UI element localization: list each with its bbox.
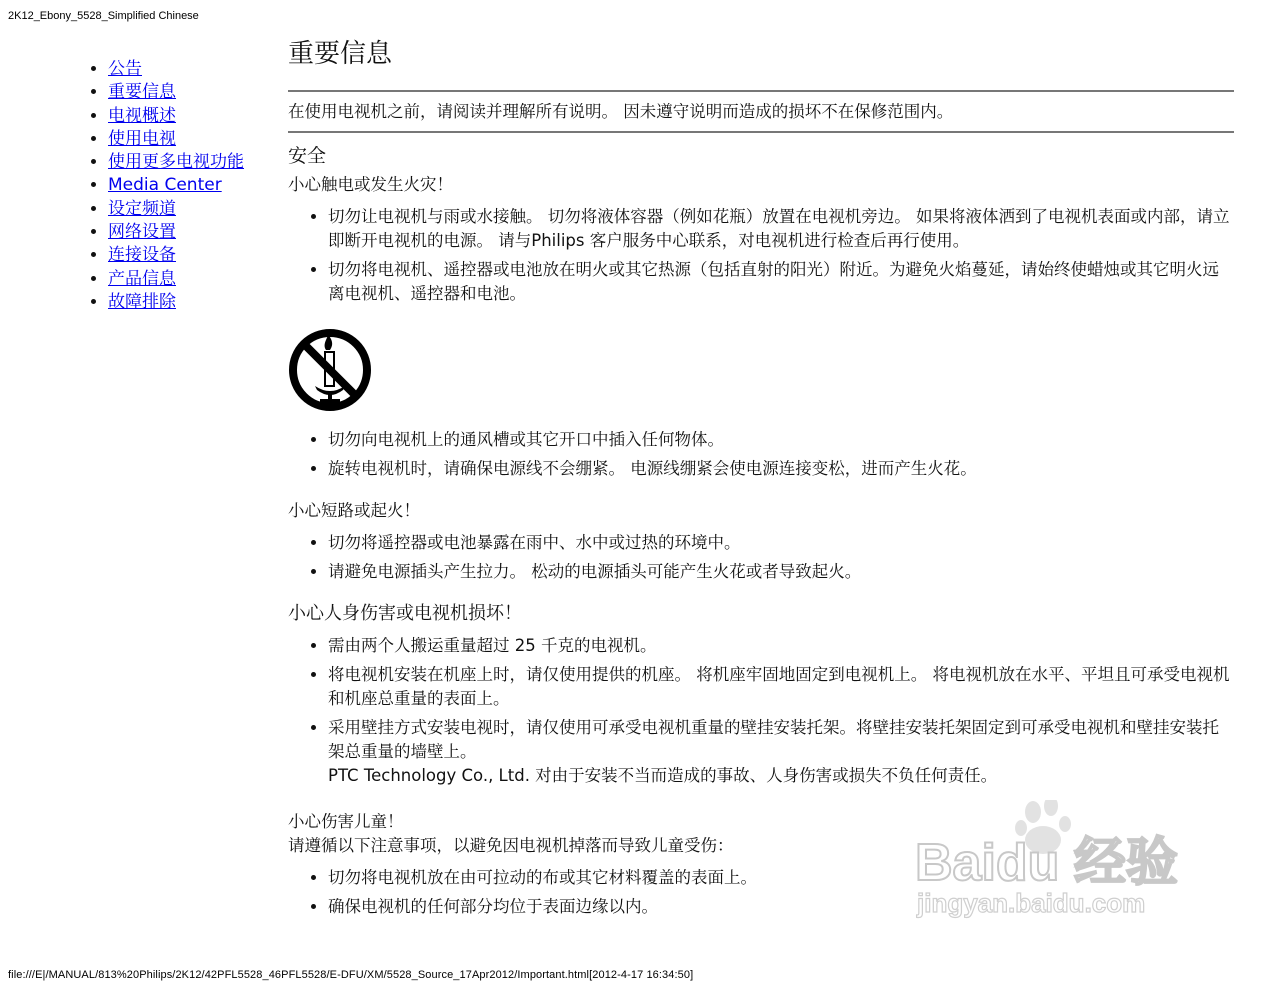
main-content	[288, 36, 1234, 924]
fire-warning-list	[288, 205, 1234, 306]
page-title: 重要信息	[288, 39, 393, 69]
warning-heading-short-circuit: 小心短路或起火！	[288, 501, 420, 520]
warning-heading-injury: 小心人身伤害或电视机损坏！	[288, 603, 522, 624]
list-item: • 切勿向电视机上的通风槽或其它开口中插入任何物体。	[328, 428, 1234, 452]
watermark-brand: Baidu 经验	[915, 834, 1178, 892]
toc-item	[108, 81, 244, 104]
intro-text: 在使用电视机之前，请阅读并理解所有说明。 因未遵守说明而造成的损坏不在保修范围内。	[288, 102, 954, 121]
toc-item	[108, 128, 244, 151]
toc-item	[108, 244, 244, 267]
toc-item	[108, 198, 244, 221]
no-open-flame-icon	[288, 328, 372, 412]
list-item-text: 采用壁挂方式安装电视时，请仅使用可承受电视机重量的壁挂安装托架。将壁挂安装托架固定到可承受电视机和壁挂安装托架总重量的墙壁上。	[328, 718, 1219, 761]
list-item: • 切勿将电视机放在由可拉动的布或其它材料覆盖的表面上。	[328, 866, 1234, 890]
toc-link-troubleshooting[interactable]: 故障排除	[108, 291, 176, 312]
list-item: • 需由两个人搬运重量超过 25 千克的电视机。	[328, 634, 1234, 658]
toc-link-notice[interactable]: 公告	[108, 59, 142, 79]
fire-warning-list-continued	[288, 428, 1234, 481]
toc-item	[108, 221, 244, 244]
toc-link-tv-overview[interactable]: 电视概述	[108, 105, 176, 126]
toc-link-more-features[interactable]: 使用更多电视功能	[108, 152, 244, 173]
short-circuit-list	[288, 531, 1234, 584]
children-intro: 请遵循以下注意事项，以避免因电视机掉落而导致儿童受伤：	[288, 836, 734, 855]
document-footer-path: file:///E|/MANUAL/813%20Philips/2K12/42PFL5528_46PFL5528/E-DFU/XM/5528_Source_17Apr2012/Important.html[2012-4-17 16:34:50]	[8, 969, 694, 981]
list-item: • 确保电视机的任何部分均位于表面边缘以内。	[328, 895, 1234, 919]
toc-link-use-tv[interactable]: 使用电视	[108, 128, 176, 149]
toc-item	[108, 268, 244, 291]
divider	[288, 131, 1234, 133]
toc-link-channels[interactable]: 设定频道	[108, 198, 176, 219]
toc-item	[108, 291, 244, 314]
list-item	[328, 716, 1234, 788]
injury-list	[288, 634, 1234, 788]
list-item: • 旋转电视机时，请确保电源线不会绷紧。 电源线绷紧会使电源连接变松，进而产生火花。	[328, 457, 1234, 481]
toc-link-important-info[interactable]: 重要信息	[108, 82, 176, 103]
toc-item	[108, 58, 244, 81]
list-item: • 将电视机安装在机座上时，请仅使用提供的机座。 将机座牢固地固定到电视机上。 将电视机放在水平、平坦且可承受电视机和机座总重量的表面上。	[328, 663, 1234, 711]
toc-link-network[interactable]: 网络设置	[108, 222, 176, 243]
warning-heading-children: 小心伤害儿童！	[288, 812, 404, 831]
document-header-label: 2K12_Ebony_5528_Simplified Chinese	[8, 10, 199, 22]
toc-link-media-center[interactable]: Media Center	[108, 175, 222, 196]
list-item: • 请避免电源插头产生拉力。 松动的电源插头可能产生火花或者导致起火。	[328, 560, 1234, 584]
toc-item	[108, 105, 244, 128]
children-list	[288, 866, 1234, 919]
ptc-disclaimer: PTC Technology Co., Ltd. 对由于安装不当而造成的事故、人身伤害或损失不负任何责任。	[328, 766, 998, 785]
toc-link-connect-devices[interactable]: 连接设备	[108, 245, 176, 266]
table-of-contents	[88, 58, 244, 314]
section-title-safety: 安全	[288, 145, 327, 167]
list-item: • 切勿让电视机与雨或水接触。 切勿将液体容器（例如花瓶）放置在电视机旁边。 如果将液体洒到了电视机表面或内部，请立即断开电视机的电源。 请与Philips 客户服务中心联系，对电视机进行检查后再行使用。	[328, 205, 1234, 253]
warning-heading-fire: 小心触电或发生火灾！	[288, 175, 453, 194]
watermark-url: jingyan.baidu.com	[917, 888, 1146, 918]
list-item: • 切勿将电视机、遥控器或电池放在明火或其它热源（包括直射的阳光）附近。为避免火焰蔓延，请始终使蜡烛或其它明火远离电视机、遥控器和电池。	[328, 258, 1234, 306]
toc-item	[108, 174, 244, 197]
toc-item	[108, 151, 244, 174]
toc-link-product-info[interactable]: 产品信息	[108, 268, 176, 289]
list-item: • 切勿将遥控器或电池暴露在雨中、水中或过热的环境中。	[328, 531, 1234, 555]
